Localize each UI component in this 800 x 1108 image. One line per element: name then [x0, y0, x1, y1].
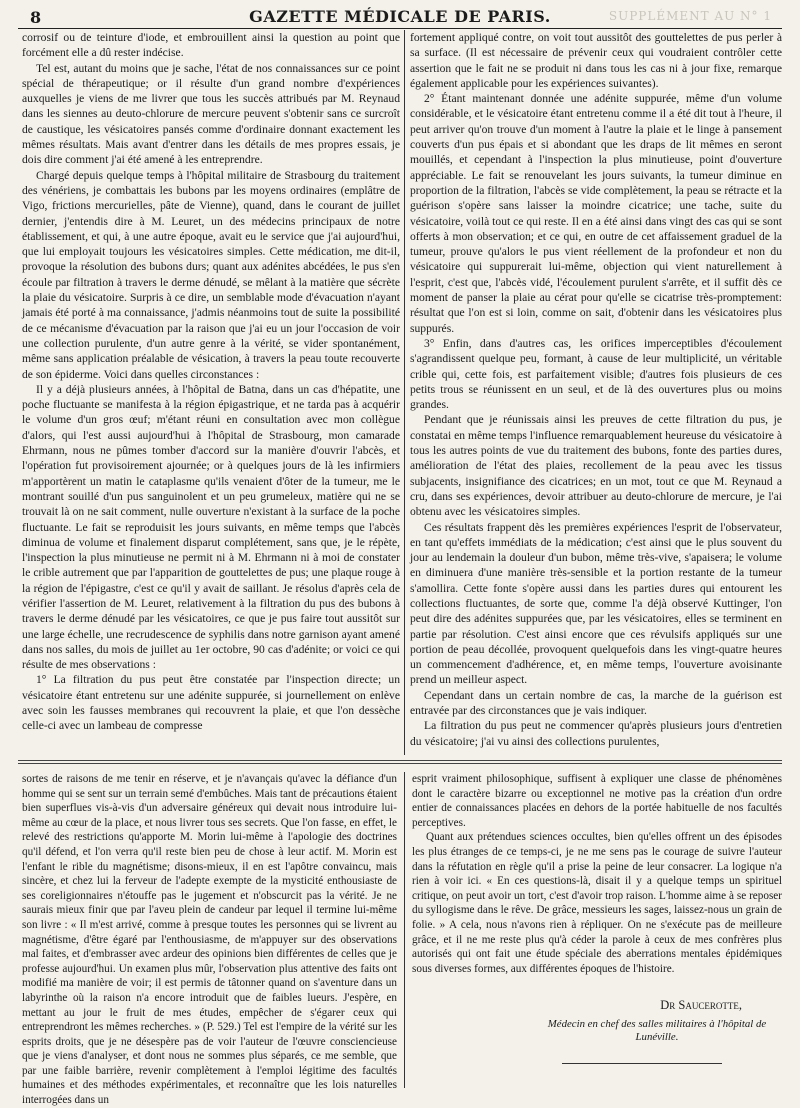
- paragraph: La filtration du pus peut ne commencer qu'après plusieurs jours d'entretien du vésicatoire; j'ai vu ainsi des collections purulentes,: [410, 719, 782, 748]
- top-right-column: [410, 30, 782, 755]
- paragraph: Cependant dans un certain nombre de cas, la marche de la guérison est entravée par des circonstances que je vais indiquer.: [410, 688, 782, 718]
- paragraph: Tel est, autant du moins que je sache, l'état de nos connaissances sur ce point spécial de thérapeutique; or il résulte d'un grand nombre d'expériences auxquelles je viens de me livrer que tous les succès attribués par M. Reynaud dans les siennes au deuto-chlorure de mercure peuvent s'obtenir sans ce surcroît de caustique, les vésicatoires pansés comme d'ordinaire donnant exactement les mêmes résultats. Mais avant d'entrer dans les détails de mes propres essais, je dois dire comment j'ai été amené à les entreprendre.: [22, 61, 400, 167]
- end-rule: [562, 1063, 722, 1064]
- section-divider: [18, 760, 782, 761]
- paragraph: 1° La filtration du pus peut être constatée par l'inspection directe; un vésicatoire étant entretenu sur une adénite suppurée, si journellement on enlève avec soin les fausses membranes qui recouvrent la plaie, et que l'on dessèche celle-ci avec un lambeau de compresse: [22, 673, 400, 733]
- paragraph: 2° Étant maintenant donnée une adénite suppurée, même d'un volume considérable, et le vésicatoire étant entretenu comme il a été dit tout à l'heure, il peut arriver qu'on trouve d'un moment à l'autre la plaie et le linge à pansement couverts d'un pus épais et si abondant que les draps de lit mêmes en seront mouillés, et cependant à l'inspection la plus minutieuse, point d'ouverture appréciable. Le fait se renouvelant les jours suivants, la tumeur diminue en proportion de la filtration, l'abcès se vide complètement, la peau se rétracte et la guérison s'opère sans laisser la moindre cicatrice; une tache, suite du vésicatoire, voilà tout ce qui reste. Il en a été ainsi dans vingt des cas qui se sont offerts à mon observation; et ce qui, en outre de cet affaissement graduel de la tumeur, prouve qu'alors le pus vient réellement de la profondeur et non du vésicatoire qui suppurerait lui-même, objection qui vient naturellement à l'esprit, c'est que, l'abcès vidé, l'écoulement purulent s'arrête, et il suffit dès ce moment de panser la plaie au cérat pour qu'elle se cicatrise très-promptement: résultat que l'on est si loin, comme on sait, d'obtenir dans les vésicatoires plus suppurés.: [410, 92, 782, 335]
- author-name: Dr Saucerotte,: [660, 998, 742, 1013]
- paragraph: sortes de raisons de me tenir en réserve, et je n'avançais qu'avec la défiance d'un homme qui se sent sur un terrain semé d'embûches. Mais tant de précautions étaient bien superflues vis-à-vis d'un adversaire généreux qui devait nous introduire lui-même au cœur de la place, et nous livrer tous ses secrets. Que l'on fasse, en effet, le relevé des restrictions qu'apporte M. Morin lui-même à l'apologie des doctrines qu'il défend, et l'on verra qu'il reste bien peu de chose à leur actif. M. Morin est l'enfant le rible du magnétisme; disons-mieux, il en est l'apôtre convaincu, mais sincère, et chez lui la ferveur de l'adepte exempte de la mysticité enthousiaste de ses coreligionnaires n'étouffe pas le jugement et n'obscurcit pas la vérité. Je ne saurais mieux finir que par l'aveu plein de candeur par lequel il termine lui-même son livre : « Il m'est arrivé, comme à presque toutes les personnes qui se livrent au magnétisme, d'être égaré par l'enthousiasme, de m'appuyer sur des observations mal faites, et d'embrasser avec ardeur des opinions bien différentes de celles que je professe aujourd'hui. Un examen plus mûr, l'observation plus attentive des faits ont modifié ma manière de voir; il est permis de tâtonner quand on s'aventure dans un labyrinthe où la raison n'a encore introduit que de faibles lueurs. J'espère, en mettant au jour le fruit de mes études, empêcher de s'égarer ceux qui entreprendront les mêmes recherches. » (P. 529.) Tel est l'empire de la vérité sur les esprits droits, que je ne désespère pas de voir l'auteur de l'œuvre consciencieuse que je viens d'analyser, et dont nous ne sommes plus séparés, ce me semble, que par une faible barrière, revenir complètement à l'emploi légitime des facultés humaines et des méthodes expérimentales, et reconnaître que les lois naturelles interrogées dans un: [22, 773, 397, 1107]
- signature-block: [412, 998, 782, 1014]
- paragraph: Il y a déjà plusieurs années, à l'hôpital de Batna, dans un cas d'hépatite, une poche fluctuante se manifesta à la région épigastrique, et ne tarda pas à acquérir le volume d'un gros œuf; m'étant réuni en consultation avec mon collègue d'alors, qui l'est aussi aujourd'hui à l'hôpital de Strasbourg, mon camarade Ehrmann, nous ne pûmes tomber d'accord sur la manière d'ouvrir l'abcès, et l'opération fut provisoirement ajournée; or à quelques jours de là les infirmiers m'apportèrent un matin le cataplasme qu'ils venaient d'ôter de la tumeur, me le montrant souillé d'un pus sanguinolent et un peu grumeleux, matière qui ne se trouvait là on ne sait comment, nulle ouverture n'existant à la surface de la poche fluctuante. Le fait se reproduisit les jours suivants, en même temps que l'abcès diminua de volume et finalement disparut complétement, sans que, je le répète, l'inspection la plus minutieuse ne permit ni à M. Ehrmann ni à moi de constater le crible autrement que par l'apparition de gouttelettes de pus; une plaque rouge à la région de l'épigastre, c'est ce qu'il y avait de saillant. Je résolus d'après cela de vérifier l'assertion de M. Leuret, relativement à la filtration du pus des bubons à travers le derme dénudé par les vésicatoires, ce que je pus faire tout aussitôt sur une large échelle, une recrudescence de syphilis dans notre garnison ayant amené dans nos salles, du mois de juillet au 1er octobre, 90 cas d'adénite; or voici ce qui résulte de mes observations :: [22, 382, 400, 672]
- author-role: Médecin en chef des salles militaires à l'hôpital de Lunéville.: [547, 1017, 767, 1044]
- paragraph: Chargé depuis quelque temps à l'hôpital militaire de Strasbourg du traitement des vénériens, je combattais les bubons par les moyens ordinaires (emplâtre de Vigo, frictions mercurielles, pâte de Vienne), quand, dans le courant de juillet dernier, j'entendis dire à M. Leuret, un des médecins principaux de notre établissement, et qui, à une autre époque, avait eu le service que j'ai aujourd'hui, que lui employait toujours les vésicatoires simples. Cette médication, me dit-il, provoque la résolution des bubons durs; quant aux adénites abcédées, le pus s'en écoule par filtration à travers le derme dénudé, se mêlant à la matière que sécrète la plaie du vésicatoire. Surpris à ce dire, un semblable mode d'évacuation n'ayant jamais été porté à ma connaissance, j'admis néanmoins tout de suite la possibilité de ce mécanisme d'évacuation par la raison que j'ai eu un jour l'occasion de voir une collection purulente, d'un autre genre à la vérité, se vider spontanément, même sans application préalable de vésication, à travers la peau toute recouverte de son épiderme. Voici dans quelles circonstances :: [22, 168, 400, 381]
- section-divider: [18, 763, 782, 764]
- paragraph: corrosif ou de teinture d'iode, et embrouillent ainsi la question au point que forcément elle a dû rester indécise.: [22, 31, 400, 60]
- paragraph: Pendant que je réunissais ainsi les preuves de cette filtration du pus, je constatai en même temps l'influence remarquablement heureuse du vésicatoire à tous les autres points de vue du traitement des bubons, fonte des parties dures, amélioration de l'état des plaies, recollement de la peau avec les tissus subjacents, insignifiance des cicatrices; en un mot, tout ce que M. Reynaud a cru, dans ses expériences, devoir attribuer au deuto-chlorure de mercure, je l'ai obtenu avec les vésicatoires simples.: [410, 413, 782, 519]
- paragraph: Ces résultats frappent dès les premières expériences l'esprit de l'observateur, en tant qu'effets immédiats de la médication; c'est ainsi que le plus souvent du jour au lendemain la douleur d'un bubon, même très-vive, s'apaisera; le volume en diminuera d'une manière très-sensible et la portion restante de la tumeur s'amollira. Cette fonte s'opère aussi dans les parties dures qui entourent les collections fluctuantes, de sorte que, comme l'a déjà observé Kuttinger, l'on peut dire des adénites suppurées que, par les vésicatoires, elles se terminent en partie par résolution. C'est ainsi encore que ces révulsifs appliqués sur une portion de peau décollée, provoquent quelquefois dans les vingt-quatre heures un commencement d'adhérence, et, en même temps, l'ouverture avoisinante prend un meilleur aspect.: [410, 520, 782, 687]
- page-header: [18, 6, 782, 29]
- bottom-left-column: [22, 772, 397, 1107]
- bleed-through-text: SUPPLÉMENT AU N° 1: [608, 9, 772, 23]
- paragraph: fortement appliqué contre, on voit tout aussitôt des gouttelettes de pus perler à sa surface. (Il est nécessaire de prévenir ceux qui voudraient contrôler cette assertion que le fait ne se produit ni dans tous les cas ni à jour fixe, remarque également applicable pour les expériences suivantes).: [410, 31, 782, 90]
- column-divider: [404, 30, 405, 755]
- paragraph: Quant aux prétendues sciences occultes, bien qu'elles offrent un des épisodes les plus étranges de ce temps-ci, je ne me sens pas le courage de suivre l'auteur dans la réfutation en règle qu'il a prise la peine de leur consacrer. La logique n'a rien à voir ici. « En ces questions-là, disait il y a quelque temps un spirituel critique, on peut avoir un tort, c'est d'avoir trop raison. L'homme aime à se reposer du syllogisme dans le rêve. De grâce, messieurs les sages, laissez-nous un grain de folie. » A cela, nous n'avons rien à répliquer. On ne s'exécute pas de meilleure grâce, et il ne me reste plus qu'à céder la parole à ceux de mes confrères plus autorisés qui ont fait une étude spéciale des aberrations mentales épidémiques sous diverses formes, aux différentes époques de l'histoire.: [412, 831, 782, 975]
- column-divider: [404, 772, 405, 1088]
- journal-title: GAZETTE MÉDICALE DE PARIS.: [249, 7, 551, 26]
- top-left-column: [22, 30, 400, 755]
- page-number: 8: [30, 8, 42, 27]
- paragraph: esprit vraiment philosophique, suffisent à expliquer une classe de phénomènes dont le caractère bizarre ou exceptionnel ne motive pas la création d'un ordre entier de connaissances placées en dehors de la portée habituelle de nos facultés perceptives.: [412, 773, 782, 829]
- paragraph: 3° Enfin, dans d'autres cas, les orifices imperceptibles d'écoulement s'agrandissent quelque peu, formant, à cause de leur multiplicité, un véritable crible qui, cette fois, est parfaitement visible; d'autres fois plusieurs de ces petits trous se réunissent en un seul, et de là des ouvertures plus ou moins grandes.: [410, 336, 782, 412]
- bottom-right-column: [412, 772, 782, 1088]
